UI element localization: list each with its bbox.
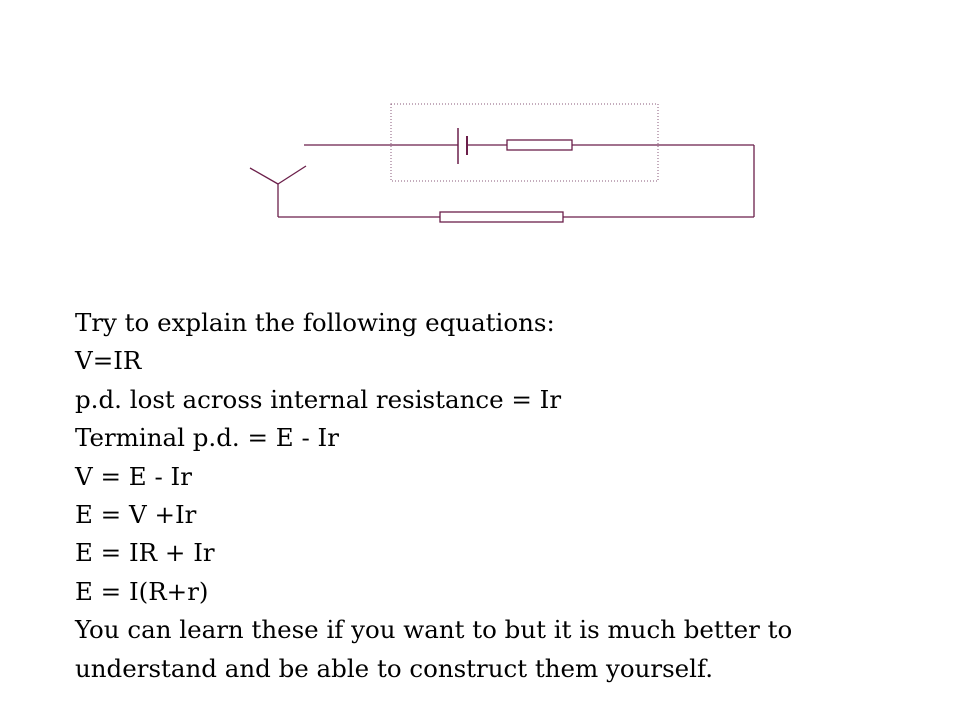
equations-text [75, 304, 935, 688]
advice-line: You can learn these if you want to but it is much better to [75, 615, 793, 645]
equation-line: V=IR [75, 346, 142, 376]
equation-line: E = V +Ir [75, 500, 197, 530]
circuit-diagram [0, 0, 960, 260]
equation-line: E = IR + Ir [75, 538, 215, 568]
internal-resistor-icon [507, 140, 572, 150]
load-resistor-icon [440, 212, 563, 222]
equation-line: p.d. lost across internal resistance = Ir [75, 384, 562, 414]
equation-line: E = I(R+r) [75, 576, 209, 606]
equation-line: Terminal p.d. = E - Ir [75, 423, 339, 453]
switch-icon [250, 166, 306, 184]
equation-line: V = E - Ir [75, 461, 192, 491]
prompt-line: Try to explain the following equations: [75, 308, 555, 337]
advice-line: understand and be able to construct them yourself. [75, 653, 713, 683]
